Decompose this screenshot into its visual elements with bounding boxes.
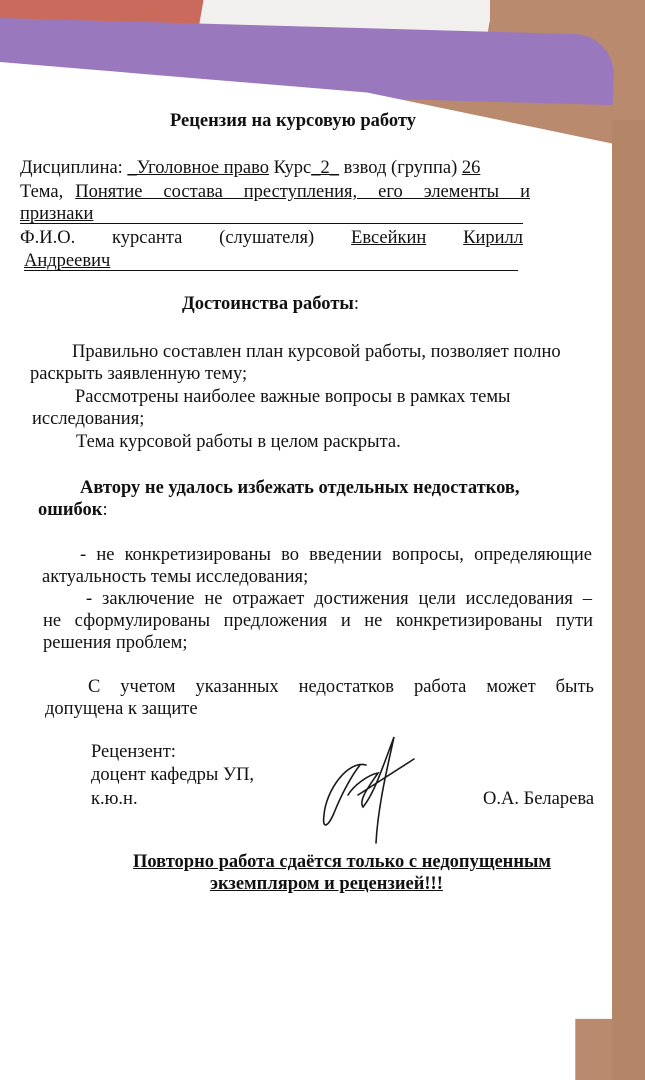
group-label: взвод (группа) — [343, 158, 458, 178]
course-label: Курс — [273, 158, 312, 178]
student-label-2: курсанта — [112, 228, 183, 248]
student-row — [20, 227, 523, 249]
discipline-row — [20, 157, 480, 179]
flaw-2-line2: не сформулированы предложения и не конкретизированы пути — [43, 611, 593, 631]
document-title: Рецензия на курсовую работу — [170, 111, 417, 131]
flaws-heading-line2 — [38, 499, 108, 521]
topic-value-line1: Понятие состава преступления, его элементы и — [75, 182, 530, 202]
student-name-1: Евсейкин — [351, 228, 427, 248]
flaws-colon: : — [102, 500, 108, 520]
merits-colon: : — [353, 294, 359, 314]
merit-1-line2: раскрыть заявленную тему; — [30, 364, 248, 384]
conclusion-line2: допущена к защите — [45, 699, 198, 719]
flaws-heading-line1: Автору не удалось избежать отдельных недостатков, — [80, 478, 520, 498]
signature — [318, 735, 428, 845]
reviewer-degree: к.ю.н. — [91, 789, 138, 809]
merit-1-line1: Правильно составлен план курсовой работы, позволяет полно — [72, 342, 561, 362]
flaw-1-line2: актуальность темы исследования; — [42, 567, 309, 587]
merits-heading-text: Достоинства работы — [182, 294, 354, 314]
desk-edge — [612, 120, 645, 1080]
student-row-2 — [24, 250, 518, 271]
topic-label: Тема, — [20, 182, 64, 202]
reviewer-label: Рецензент: — [91, 742, 176, 762]
student-name-2: Кирилл — [463, 228, 523, 248]
reviewer-position: доцент кафедры УП, — [91, 765, 255, 785]
conclusion-line1: С учетом указанных недостатков работа может быть — [88, 677, 594, 697]
notice-line1: Повторно работа сдаётся только с недопущенным — [133, 852, 552, 872]
topic-row-2 — [20, 203, 523, 224]
topic-value-line2: признаки — [20, 204, 94, 224]
flaw-2-line3: решения проблем; — [43, 633, 188, 653]
course-value: _2_ — [311, 158, 340, 178]
flaw-2-line1: - заключение не отражает достижения цели исследования – — [86, 589, 592, 609]
student-label-3: (слушателя) — [219, 228, 315, 248]
discipline-label: Дисциплина: — [20, 158, 123, 178]
reviewer-name: О.А. Беларева — [483, 789, 595, 809]
discipline-value: _Уголовное право — [127, 158, 269, 178]
topic-row — [20, 181, 530, 203]
flaw-1-line1: - не конкретизированы во введении вопросы, определяющие — [80, 545, 592, 565]
student-name-3: Андреевич — [24, 251, 111, 271]
merit-3-line1: Тема курсовой работы в целом раскрыта. — [76, 432, 401, 452]
flaws-heading-text: ошибок — [38, 500, 103, 520]
student-label-1: Ф.И.О. — [20, 228, 76, 248]
group-value: 26 — [461, 158, 481, 178]
merit-2-line1: Рассмотрены наиболее важные вопросы в рамках темы — [75, 387, 511, 407]
notice-line2: экземпляром и рецензией!!! — [210, 874, 443, 894]
merits-heading — [182, 293, 359, 315]
merit-2-line2: исследования; — [32, 409, 145, 429]
